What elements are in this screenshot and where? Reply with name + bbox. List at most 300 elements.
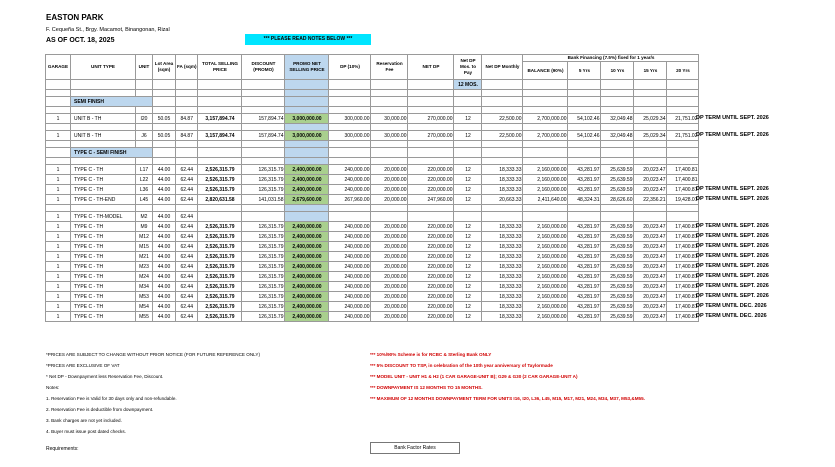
footnote: 4. Buyer must issue post dated checks.	[46, 429, 126, 434]
dp-term-label: DP TERM UNTIL SEPT. 2026	[696, 262, 769, 269]
col-total-selling-price: TOTAL SELLING PRICE	[198, 55, 242, 80]
cell-type: TYPE C - TH	[71, 262, 136, 272]
cell-dp: 240,000.00	[329, 292, 371, 302]
cell-y5: 43,281.97	[568, 175, 601, 185]
dp-term-label: DP TERM UNTIL SEPT. 2026	[696, 222, 769, 229]
cell-promo: 3,000,000.00	[285, 114, 329, 124]
cell-unit: M55	[136, 312, 153, 322]
notice-banner: *** PLEASE READ NOTES BELOW ***	[245, 34, 371, 45]
section-semi-finish	[46, 97, 699, 107]
cell-unit: I20	[136, 114, 153, 124]
project-title: EASTON PARK	[46, 13, 104, 22]
cell-lot: 50.05	[153, 131, 176, 141]
cell-ndp: 220,000.00	[408, 312, 454, 322]
col-bank-financing: Bank Financing (7.5%) fixed for 1 year/s	[523, 55, 699, 62]
cell-res: 20,000.00	[371, 282, 408, 292]
cell-y15: 25,029.34	[634, 114, 667, 124]
cell-disc	[242, 212, 285, 222]
cell-lot: 44.00	[153, 262, 176, 272]
col-net-dp: NET DP	[408, 55, 454, 80]
cell-mos: 12	[454, 232, 482, 242]
cell-promo: 2,400,000.00	[285, 262, 329, 272]
cell-y5: 43,281.97	[568, 312, 601, 322]
cell-bal: 2,160,000.00	[523, 272, 568, 282]
col-20yrs: 20 Yrs	[667, 62, 699, 80]
cell-type: TYPE C - TH-MODEL	[71, 212, 136, 222]
project-address: F. Cequeña St., Brgy. Macamot, Binangonan, Rizal	[46, 27, 170, 33]
cell-garage: 1	[46, 292, 71, 302]
cell-promo: 2,400,000.00	[285, 252, 329, 262]
cell-y5	[568, 212, 601, 222]
cell-y20	[667, 212, 699, 222]
table-row	[46, 272, 699, 282]
cell-fa: 62.44	[176, 195, 198, 205]
section-label: SEMI FINISH	[71, 97, 153, 107]
cell-promo: 3,000,000.00	[285, 131, 329, 141]
cell-monthly: 18,333.33	[482, 185, 523, 195]
cell-garage: 1	[46, 242, 71, 252]
cell-res: 20,000.00	[371, 175, 408, 185]
cell-tsp: 2,526,315.79	[198, 165, 242, 175]
cell-lot: 44.00	[153, 222, 176, 232]
dp-term-label: DP TERM UNTIL SEPT. 2026	[696, 232, 769, 239]
cell-disc: 126,315.79	[242, 272, 285, 282]
cell-lot: 44.00	[153, 292, 176, 302]
cell-bal: 2,160,000.00	[523, 175, 568, 185]
cell-lot: 44.00	[153, 242, 176, 252]
cell-bal: 2,411,640.00	[523, 195, 568, 205]
cell-y5: 43,281.97	[568, 282, 601, 292]
cell-y10: 25,639.59	[601, 165, 634, 175]
cell-unit: M15	[136, 242, 153, 252]
cell-y10: 25,639.59	[601, 232, 634, 242]
cell-res	[371, 212, 408, 222]
dp-term-label: DP TERM UNTIL SEPT. 2026	[696, 195, 769, 202]
cell-promo: 2,400,000.00	[285, 282, 329, 292]
cell-lot: 44.00	[153, 212, 176, 222]
cell-monthly: 18,333.33	[482, 175, 523, 185]
cell-unit: L22	[136, 175, 153, 185]
cell-fa: 62.44	[176, 272, 198, 282]
cell-monthly	[482, 212, 523, 222]
cell-res: 20,000.00	[371, 292, 408, 302]
cell-ndp: 220,000.00	[408, 272, 454, 282]
cell-y10: 28,626.60	[601, 195, 634, 205]
as-of-date: AS OF OCT. 18, 2025	[46, 37, 115, 44]
cell-dp: 240,000.00	[329, 252, 371, 262]
cell-y10: 25,639.59	[601, 222, 634, 232]
cell-lot: 44.00	[153, 165, 176, 175]
cell-ndp: 220,000.00	[408, 185, 454, 195]
cell-y15: 20,023.47	[634, 232, 667, 242]
cell-lot: 44.00	[153, 252, 176, 262]
cell-disc: 126,315.79	[242, 165, 285, 175]
footnote: Notes:	[46, 385, 60, 390]
cell-ndp: 220,000.00	[408, 222, 454, 232]
cell-res: 20,000.00	[371, 222, 408, 232]
cell-monthly: 18,333.33	[482, 165, 523, 175]
cell-bal: 2,160,000.00	[523, 185, 568, 195]
cell-fa: 62.44	[176, 175, 198, 185]
cell-monthly: 18,333.33	[482, 222, 523, 232]
col-unit-type: UNIT TYPE	[71, 55, 136, 80]
cell-promo: 2,400,000.00	[285, 232, 329, 242]
cell-dp: 240,000.00	[329, 242, 371, 252]
cell-garage: 1	[46, 165, 71, 175]
cell-garage: 1	[46, 185, 71, 195]
cell-bal: 2,160,000.00	[523, 165, 568, 175]
cell-garage: 1	[46, 195, 71, 205]
cell-monthly: 18,333.33	[482, 302, 523, 312]
cell-mos: 12	[454, 262, 482, 272]
cell-y5: 43,281.97	[568, 252, 601, 262]
red-note: *** MAXIMUM OF 12 MONTHS DOWNPAYMENT TERM FOR UNITS I16, I20, L36, L45, M15, M17, M21, M24, M34, M37, M53,&M55.	[370, 396, 645, 401]
table-row	[46, 212, 699, 222]
cell-mos: 12	[454, 175, 482, 185]
cell-promo: 2,400,000.00	[285, 175, 329, 185]
cell-res: 30,000.00	[371, 131, 408, 141]
cell-bal: 2,160,000.00	[523, 222, 568, 232]
cell-y20: 17,400.81	[667, 242, 699, 252]
cell-y15: 22,356.21	[634, 195, 667, 205]
footnote: 1. Reservation Fee is Valid for 30 days only and non-refundable.	[46, 396, 177, 401]
cell-disc: 126,315.79	[242, 282, 285, 292]
cell-fa: 62.44	[176, 242, 198, 252]
cell-garage: 1	[46, 212, 71, 222]
cell-fa: 62.44	[176, 302, 198, 312]
cell-y5: 43,281.97	[568, 262, 601, 272]
cell-monthly: 18,333.33	[482, 272, 523, 282]
cell-garage: 1	[46, 131, 71, 141]
cell-tsp: 2,526,315.79	[198, 302, 242, 312]
cell-fa: 62.44	[176, 212, 198, 222]
cell-lot: 44.00	[153, 302, 176, 312]
cell-y20: 17,400.81	[667, 272, 699, 282]
cell-lot: 44.00	[153, 282, 176, 292]
cell-y15	[634, 212, 667, 222]
cell-tsp: 3,157,894.74	[198, 131, 242, 141]
table-row	[46, 114, 699, 124]
cell-y10: 25,639.59	[601, 312, 634, 322]
cell-ndp: 220,000.00	[408, 292, 454, 302]
cell-y20: 17,400.81	[667, 282, 699, 292]
table-row	[46, 282, 699, 292]
cell-dp	[329, 212, 371, 222]
cell-unit: L36	[136, 185, 153, 195]
cell-y5: 43,281.97	[568, 302, 601, 312]
cell-res: 20,000.00	[371, 302, 408, 312]
cell-tsp	[198, 212, 242, 222]
cell-mos: 12	[454, 242, 482, 252]
col-garage: GARAGE	[46, 55, 71, 80]
cell-mos: 12	[454, 165, 482, 175]
cell-fa: 62.44	[176, 232, 198, 242]
cell-monthly: 22,500.00	[482, 131, 523, 141]
cell-disc: 126,315.79	[242, 232, 285, 242]
col-5yrs: 5 Yrs	[568, 62, 601, 80]
cell-lot: 44.00	[153, 195, 176, 205]
cell-y20: 17,400.81	[667, 232, 699, 242]
table-row	[46, 131, 699, 141]
cell-unit: M54	[136, 302, 153, 312]
table-row	[46, 302, 699, 312]
table-row	[46, 175, 699, 185]
cell-lot: 44.00	[153, 175, 176, 185]
cell-y15: 20,023.47	[634, 185, 667, 195]
cell-monthly: 18,333.33	[482, 252, 523, 262]
cell-type: UNIT B - TH	[71, 114, 136, 124]
col-balance: BALANCE (90%)	[523, 62, 568, 80]
cell-fa: 62.44	[176, 165, 198, 175]
cell-mos: 12	[454, 185, 482, 195]
blank-row	[46, 141, 699, 148]
table-row	[46, 165, 699, 175]
cell-lot: 44.00	[153, 185, 176, 195]
cell-unit: M2	[136, 212, 153, 222]
cell-type: TYPE C - TH	[71, 282, 136, 292]
cell-garage: 1	[46, 175, 71, 185]
cell-dp: 240,000.00	[329, 312, 371, 322]
red-note: *** DOWNPAYMENT IS 12 MONTHS TO 15 MONTHS.	[370, 385, 483, 390]
cell-bal: 2,160,000.00	[523, 252, 568, 262]
cell-disc: 157,894.74	[242, 114, 285, 124]
footnote: *PRICES ARE EXCLUSIVE OF VAT	[46, 363, 120, 368]
cell-y5: 48,324.31	[568, 195, 601, 205]
cell-y15: 20,023.47	[634, 242, 667, 252]
cell-monthly: 18,333.33	[482, 282, 523, 292]
cell-dp: 240,000.00	[329, 282, 371, 292]
cell-res: 20,000.00	[371, 262, 408, 272]
col-discount: DISCOUNT (PROMO)	[242, 55, 285, 80]
footnote: 2. Reservation Fee is deductible from downpayment.	[46, 407, 154, 412]
cell-dp: 240,000.00	[329, 222, 371, 232]
cell-y5: 43,281.97	[568, 222, 601, 232]
cell-lot: 44.00	[153, 272, 176, 282]
cell-y5: 43,281.97	[568, 272, 601, 282]
cell-mos: 12	[454, 272, 482, 282]
col-dp: DP (10%)	[329, 55, 371, 80]
col-reservation: Reservation Fee	[371, 55, 408, 80]
cell-mos: 12	[454, 195, 482, 205]
dp-term-label: DP TERM UNTIL SEPT. 2026	[696, 114, 769, 121]
cell-garage: 1	[46, 114, 71, 124]
cell-disc: 126,315.79	[242, 302, 285, 312]
cell-type: TYPE C - TH	[71, 302, 136, 312]
cell-y5: 54,102.46	[568, 131, 601, 141]
cell-unit: M23	[136, 262, 153, 272]
col-net-dp-mos: Net DP Mos. to Pay	[454, 55, 482, 80]
cell-tsp: 2,526,315.79	[198, 292, 242, 302]
red-note: *** 5% DISCOUNT TO TSP, in celebration of the 10th year anniversary of Taylormade	[370, 363, 553, 368]
cell-monthly: 18,333.33	[482, 242, 523, 252]
cell-unit: J6	[136, 131, 153, 141]
cell-bal: 2,160,000.00	[523, 242, 568, 252]
cell-y15: 20,023.47	[634, 165, 667, 175]
cell-y10: 25,639.59	[601, 242, 634, 252]
cell-y15: 20,023.47	[634, 262, 667, 272]
cell-y10: 25,639.59	[601, 262, 634, 272]
col-promo-net: PROMO NET SELLING PRICE	[285, 55, 329, 80]
cell-bal: 2,700,000.00	[523, 131, 568, 141]
table-row	[46, 312, 699, 322]
cell-dp: 300,000.00	[329, 131, 371, 141]
cell-garage: 1	[46, 272, 71, 282]
cell-tsp: 3,157,894.74	[198, 114, 242, 124]
cell-ndp: 220,000.00	[408, 252, 454, 262]
cell-res: 30,000.00	[371, 114, 408, 124]
cell-monthly: 18,333.33	[482, 232, 523, 242]
cell-garage: 1	[46, 232, 71, 242]
cell-y15: 20,023.47	[634, 272, 667, 282]
cell-y20: 17,400.81	[667, 302, 699, 312]
cell-y10: 25,639.59	[601, 282, 634, 292]
cell-fa: 62.44	[176, 185, 198, 195]
cell-type: TYPE C - TH	[71, 175, 136, 185]
cell-unit: M24	[136, 272, 153, 282]
cell-res: 20,000.00	[371, 165, 408, 175]
cell-y15: 20,023.47	[634, 222, 667, 232]
cell-ndp: 270,000.00	[408, 114, 454, 124]
cell-disc: 126,315.79	[242, 242, 285, 252]
cell-res: 20,000.00	[371, 312, 408, 322]
cell-y5: 43,281.97	[568, 242, 601, 252]
cell-ndp: 270,000.00	[408, 131, 454, 141]
cell-disc: 141,031.58	[242, 195, 285, 205]
cell-dp: 240,000.00	[329, 165, 371, 175]
cell-type: TYPE C - TH	[71, 165, 136, 175]
blank-row	[46, 80, 699, 90]
col-fa: FA (sqm)	[176, 55, 198, 80]
col-unit: UNIT	[136, 55, 153, 80]
cell-garage: 1	[46, 302, 71, 312]
cell-bal: 2,160,000.00	[523, 302, 568, 312]
cell-disc: 126,315.79	[242, 292, 285, 302]
cell-unit: M53	[136, 292, 153, 302]
cell-disc: 126,315.79	[242, 222, 285, 232]
cell-ndp: 220,000.00	[408, 232, 454, 242]
cell-fa: 84.87	[176, 131, 198, 141]
cell-y20: 21,751.02	[667, 114, 699, 124]
cell-ndp	[408, 212, 454, 222]
cell-y10: 25,639.59	[601, 252, 634, 262]
cell-y20: 17,400.81	[667, 185, 699, 195]
cell-y5: 43,281.97	[568, 292, 601, 302]
cell-y15: 25,029.34	[634, 131, 667, 141]
cell-mos: 12	[454, 282, 482, 292]
table-row	[46, 185, 699, 195]
cell-tsp: 2,526,315.79	[198, 175, 242, 185]
section-label: TYPE C - SEMI FINISH	[71, 148, 153, 158]
cell-mos	[454, 212, 482, 222]
cell-fa: 62.44	[176, 252, 198, 262]
cell-monthly: 18,333.33	[482, 312, 523, 322]
cell-res: 20,000.00	[371, 252, 408, 262]
cell-dp: 240,000.00	[329, 232, 371, 242]
cell-dp: 240,000.00	[329, 185, 371, 195]
blank-row	[46, 107, 699, 114]
mos-label: 12 MOS.	[454, 80, 482, 90]
cell-ndp: 247,960.00	[408, 195, 454, 205]
cell-y15: 20,023.47	[634, 292, 667, 302]
col-15yrs: 15 Yrs	[634, 62, 667, 80]
cell-dp: 240,000.00	[329, 262, 371, 272]
cell-bal: 2,700,000.00	[523, 114, 568, 124]
cell-promo: 2,400,000.00	[285, 272, 329, 282]
cell-promo: 2,400,000.00	[285, 165, 329, 175]
cell-ndp: 220,000.00	[408, 175, 454, 185]
blank-row	[46, 90, 699, 97]
cell-tsp: 2,820,631.58	[198, 195, 242, 205]
cell-y20: 17,400.81	[667, 222, 699, 232]
cell-y15: 20,023.47	[634, 175, 667, 185]
cell-ndp: 220,000.00	[408, 165, 454, 175]
cell-tsp: 2,526,315.79	[198, 242, 242, 252]
cell-y20: 17,400.81	[667, 175, 699, 185]
cell-tsp: 2,526,315.79	[198, 252, 242, 262]
cell-dp: 267,960.00	[329, 195, 371, 205]
bank-factor-rates-button[interactable]: Bank Factor Rates	[370, 442, 460, 454]
cell-ndp: 220,000.00	[408, 242, 454, 252]
dp-term-label: DP TERM UNTIL SEPT. 2026	[696, 185, 769, 192]
price-list-table	[45, 54, 699, 322]
cell-type: UNIT B - TH	[71, 131, 136, 141]
cell-mos: 12	[454, 131, 482, 141]
cell-tsp: 2,526,315.79	[198, 185, 242, 195]
cell-res: 20,000.00	[371, 232, 408, 242]
cell-dp: 240,000.00	[329, 175, 371, 185]
cell-promo	[285, 212, 329, 222]
dp-term-label: DP TERM UNTIL DEC. 2026	[696, 302, 767, 309]
cell-tsp: 2,526,315.79	[198, 262, 242, 272]
cell-tsp: 2,526,315.79	[198, 222, 242, 232]
cell-lot: 44.00	[153, 312, 176, 322]
cell-tsp: 2,526,315.79	[198, 232, 242, 242]
cell-y10: 25,639.59	[601, 292, 634, 302]
table-row	[46, 252, 699, 262]
cell-unit: L45	[136, 195, 153, 205]
cell-monthly: 20,663.33	[482, 195, 523, 205]
cell-y15: 20,023.47	[634, 282, 667, 292]
cell-y20: 17,400.81	[667, 312, 699, 322]
cell-y10: 25,639.59	[601, 175, 634, 185]
cell-unit: M34	[136, 282, 153, 292]
cell-promo: 2,400,000.00	[285, 242, 329, 252]
col-lot-area: Lot Area (sqm)	[153, 55, 176, 80]
cell-y15: 20,023.47	[634, 252, 667, 262]
cell-y20: 17,400.81	[667, 165, 699, 175]
cell-garage: 1	[46, 252, 71, 262]
cell-garage: 1	[46, 312, 71, 322]
red-note: *** 10%/90% Scheme is for RCBC & Sterling Bank ONLY	[370, 352, 492, 357]
col-10yrs: 10 Yrs	[601, 62, 634, 80]
table-row	[46, 222, 699, 232]
cell-ndp: 220,000.00	[408, 262, 454, 272]
cell-res: 20,000.00	[371, 185, 408, 195]
cell-mos: 12	[454, 302, 482, 312]
cell-fa: 62.44	[176, 262, 198, 272]
cell-fa: 84.87	[176, 114, 198, 124]
cell-bal: 2,160,000.00	[523, 312, 568, 322]
footnote: 3. Bank charges are not yet included.	[46, 418, 122, 423]
cell-promo: 2,400,000.00	[285, 222, 329, 232]
cell-y20: 17,400.81	[667, 292, 699, 302]
cell-garage: 1	[46, 222, 71, 232]
cell-y15: 20,023.47	[634, 302, 667, 312]
dp-term-label: DP TERM UNTIL SEPT. 2026	[696, 292, 769, 299]
section-type-c	[46, 148, 699, 158]
cell-type: TYPE C - TH	[71, 272, 136, 282]
cell-y10: 25,639.59	[601, 185, 634, 195]
